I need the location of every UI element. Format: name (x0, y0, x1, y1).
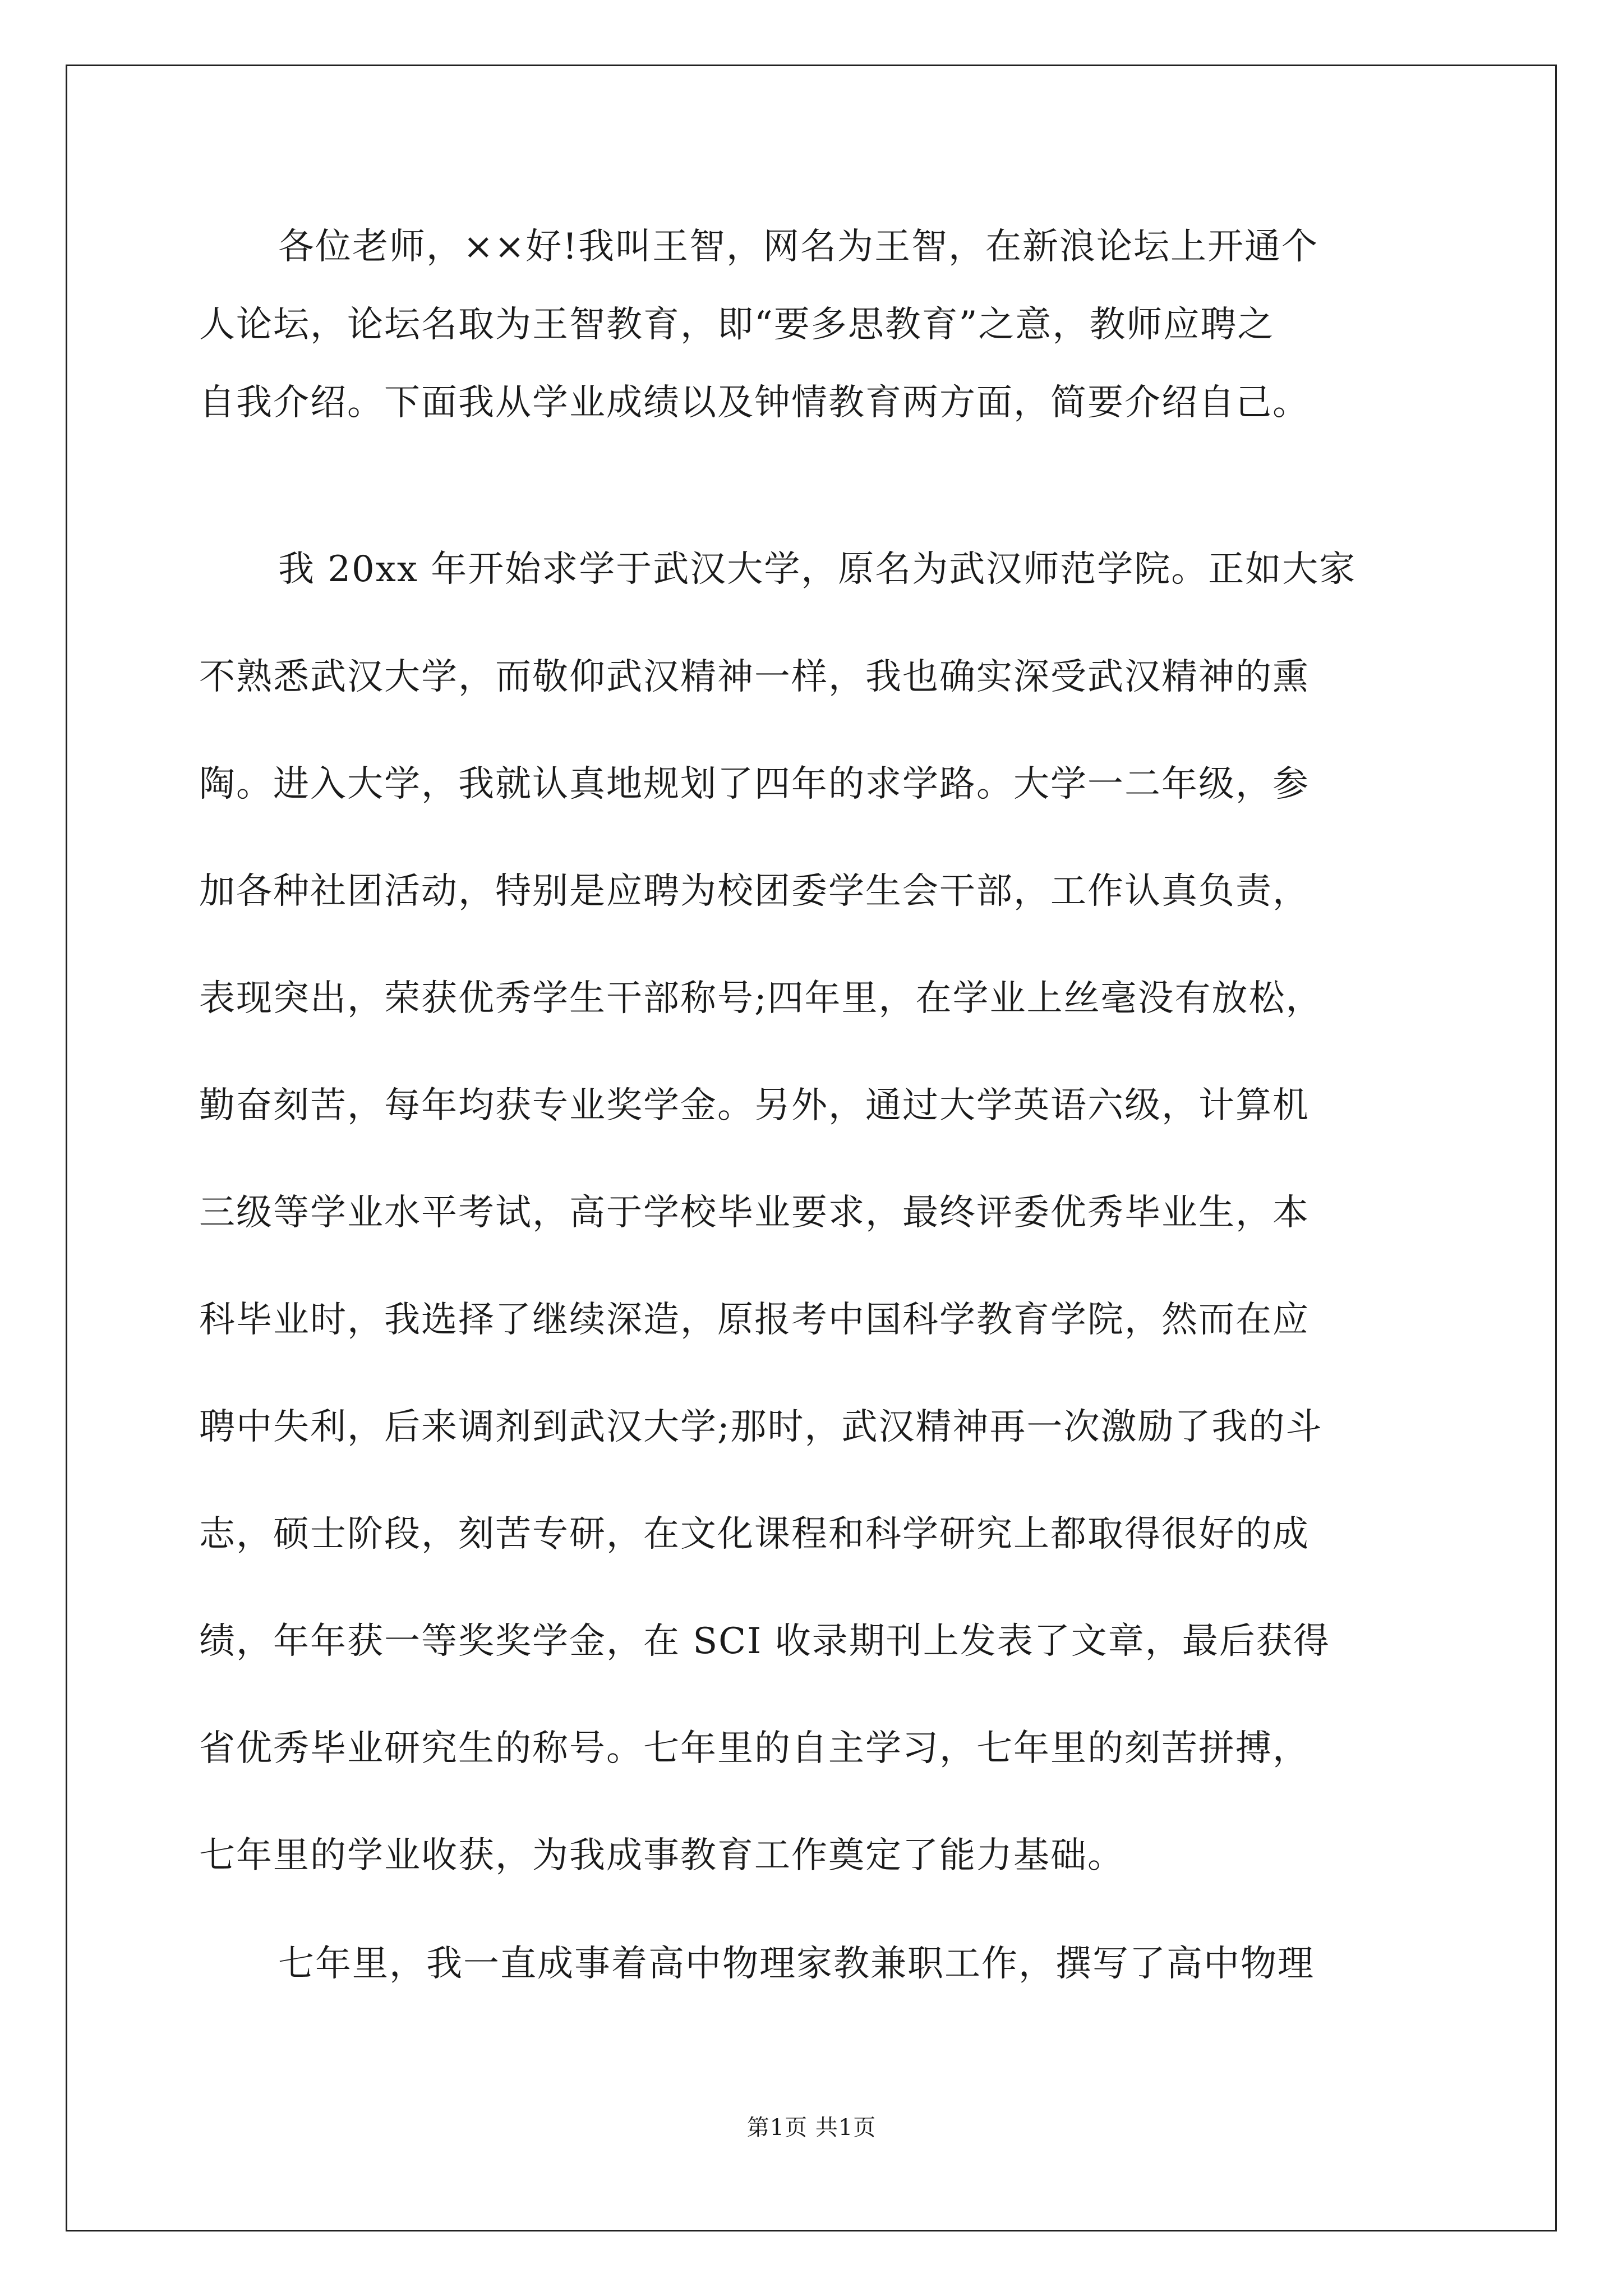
text-line: 省优秀毕业研究生的称号。七年里的自主学习，七年里的刻苦拼搏， (199, 1728, 1310, 1769)
text-line: 聘中失利，后来调剂到武汉大学;那时，武汉精神再一次激励了我的斗 (199, 1406, 1323, 1448)
text-line: 科毕业时，我选择了继续深造，原报考中国科学教育学院，然而在应 (199, 1299, 1310, 1341)
text-line: 不熟悉武汉大学，而敬仰武汉精神一样，我也确实深受武汉精神的熏 (199, 656, 1310, 698)
text-line: 绩，年年获一等奖奖学金，在 SCI 收录期刊上发表了文章，最后获得 (199, 1621, 1330, 1662)
text-line: 七年里的学业收获，为我成事教育工作奠定了能力基础。 (199, 1835, 1124, 1876)
text-line: 勤奋刻苦，每年均获专业奖学金。另外，通过大学英语六级，计算机 (199, 1085, 1310, 1126)
text-line: 自我介绍。下面我从学业成绩以及钟情教育两方面，简要介绍自己。 (199, 382, 1310, 424)
text-line: 我 20xx 年开始求学于武汉大学，原名为武汉师范学院。正如大家 (278, 549, 1357, 590)
text-line: 七年里，我一直成事着高中物理家教兼职工作，撰写了高中物理 (278, 1943, 1315, 1985)
text-line: 志，硕士阶段，刻苦专研，在文化课程和科学研究上都取得很好的成 (199, 1513, 1310, 1555)
text-line: 人论坛，论坛名取为王智教育，即“要多思教育”之意，教师应聘之 (199, 304, 1275, 346)
text-line: 三级等学业水平考试，高于学校毕业要求，最终评委优秀毕业生，本 (199, 1192, 1310, 1234)
page-footer: 第1页 共1页 (746, 2115, 877, 2141)
text-line: 各位老师，××好!我叫王智，网名为王智，在新浪论坛上开通个 (278, 226, 1318, 268)
text-line: 表现突出，荣获优秀学生干部称号;四年里，在学业上丝毫没有放松， (199, 978, 1323, 1019)
text-line: 加各种社团活动，特别是应聘为校团委学生会干部，工作认真负责， (199, 871, 1310, 912)
text-line: 陶。进入大学，我就认真地规划了四年的求学路。大学一二年级，参 (199, 763, 1310, 805)
